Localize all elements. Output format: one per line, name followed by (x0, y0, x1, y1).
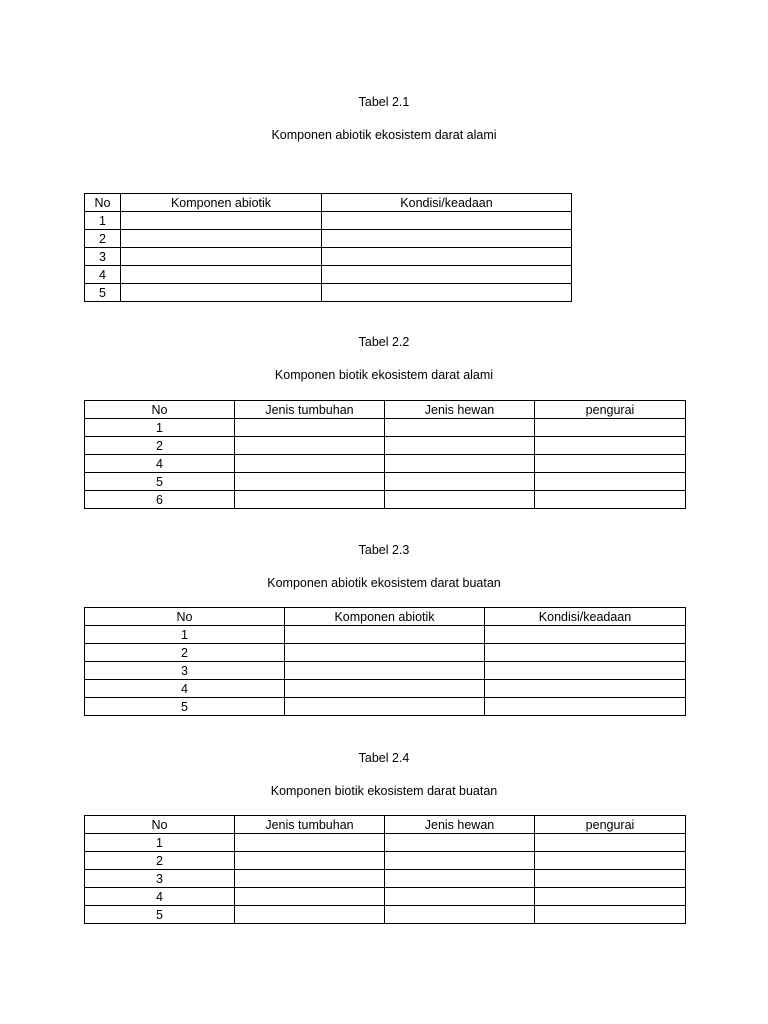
table-row (85, 644, 686, 662)
row-number-cell: 3 (85, 248, 121, 266)
empty-cell (535, 491, 686, 509)
table-2-label: Tabel 2.2 (358, 335, 410, 349)
header-cell-no: No (85, 608, 285, 626)
empty-cell (121, 212, 322, 230)
empty-cell (535, 852, 686, 870)
empty-cell (385, 888, 535, 906)
table-header-row (85, 816, 686, 834)
header-cell-komponen-abiotik: Komponen abiotik (285, 608, 485, 626)
empty-cell (385, 473, 535, 491)
row-number-cell: 2 (85, 644, 285, 662)
empty-cell (535, 834, 686, 852)
empty-cell (121, 248, 322, 266)
empty-cell (322, 284, 572, 302)
table-row (85, 834, 686, 852)
row-number-cell: 4 (85, 680, 285, 698)
empty-cell (235, 888, 385, 906)
row-number-cell: 1 (85, 834, 235, 852)
empty-cell (235, 419, 385, 437)
empty-cell (535, 437, 686, 455)
empty-cell (535, 419, 686, 437)
header-cell-no: No (85, 816, 235, 834)
empty-cell (322, 230, 572, 248)
table-row (85, 212, 572, 230)
header-cell-pengurai: pengurai (535, 816, 686, 834)
table-row (85, 248, 572, 266)
header-cell-jenis-hewan: Jenis hewan (385, 816, 535, 834)
table-row (85, 455, 686, 473)
table-row (85, 662, 686, 680)
empty-cell (285, 662, 485, 680)
empty-cell (235, 870, 385, 888)
header-cell-jenis-tumbuhan: Jenis tumbuhan (235, 816, 385, 834)
table-4-title: Komponen biotik ekosistem darat buatan (270, 784, 498, 798)
header-cell-no: No (85, 194, 121, 212)
header-cell-kondisi: Kondisi/keadaan (485, 608, 686, 626)
empty-cell (121, 230, 322, 248)
table-3-label: Tabel 2.3 (358, 543, 410, 557)
empty-cell (235, 852, 385, 870)
row-number-cell: 2 (85, 852, 235, 870)
row-number-cell: 5 (85, 906, 235, 924)
table-row (85, 284, 572, 302)
header-cell-jenis-hewan: Jenis hewan (385, 401, 535, 419)
header-cell-jenis-tumbuhan: Jenis tumbuhan (235, 401, 385, 419)
table-4 (84, 815, 686, 924)
table-2-title: Komponen biotik ekosistem darat alami (274, 368, 494, 382)
table-1-label: Tabel 2.1 (358, 95, 410, 109)
empty-cell (535, 473, 686, 491)
table-row (85, 419, 686, 437)
empty-cell (385, 870, 535, 888)
empty-cell (385, 419, 535, 437)
empty-cell (535, 455, 686, 473)
empty-cell (121, 266, 322, 284)
table-row (85, 491, 686, 509)
table-header-row (85, 401, 686, 419)
header-cell-no: No (85, 401, 235, 419)
row-number-cell: 3 (85, 870, 235, 888)
row-number-cell: 6 (85, 491, 235, 509)
empty-cell (235, 906, 385, 924)
empty-cell (235, 834, 385, 852)
empty-cell (385, 834, 535, 852)
empty-cell (485, 698, 686, 716)
row-number-cell: 4 (85, 888, 235, 906)
empty-cell (535, 906, 686, 924)
header-cell-pengurai: pengurai (535, 401, 686, 419)
table-row (85, 230, 572, 248)
table-3 (84, 607, 686, 716)
row-number-cell: 4 (85, 455, 235, 473)
empty-cell (385, 906, 535, 924)
empty-cell (385, 437, 535, 455)
empty-cell (285, 626, 485, 644)
empty-cell (385, 852, 535, 870)
empty-cell (535, 870, 686, 888)
header-cell-kondisi: Kondisi/keadaan (322, 194, 572, 212)
empty-cell (235, 437, 385, 455)
table-2 (84, 400, 686, 509)
row-number-cell: 1 (85, 626, 285, 644)
row-number-cell: 4 (85, 266, 121, 284)
row-number-cell: 5 (85, 698, 285, 716)
table-header-row (85, 608, 686, 626)
table-row (85, 906, 686, 924)
row-number-cell: 3 (85, 662, 285, 680)
empty-cell (485, 680, 686, 698)
empty-cell (485, 662, 686, 680)
empty-cell (235, 491, 385, 509)
header-cell-komponen-abiotik: Komponen abiotik (121, 194, 322, 212)
empty-cell (322, 248, 572, 266)
table-row (85, 870, 686, 888)
empty-cell (235, 455, 385, 473)
table-1 (84, 193, 572, 302)
empty-cell (235, 473, 385, 491)
table-4-label: Tabel 2.4 (358, 751, 410, 765)
table-row (85, 852, 686, 870)
table-header-row (85, 194, 572, 212)
empty-cell (322, 212, 572, 230)
empty-cell (385, 491, 535, 509)
table-3-title: Komponen abiotik ekosistem darat buatan (267, 576, 501, 590)
table-row (85, 680, 686, 698)
table-1-title: Komponen abiotik ekosistem darat alami (271, 128, 497, 142)
table-row (85, 437, 686, 455)
row-number-cell: 5 (85, 473, 235, 491)
empty-cell (485, 644, 686, 662)
empty-cell (385, 455, 535, 473)
empty-cell (285, 680, 485, 698)
empty-cell (285, 644, 485, 662)
row-number-cell: 5 (85, 284, 121, 302)
table-row (85, 698, 686, 716)
row-number-cell: 2 (85, 437, 235, 455)
empty-cell (485, 626, 686, 644)
row-number-cell: 2 (85, 230, 121, 248)
empty-cell (121, 284, 322, 302)
row-number-cell: 1 (85, 212, 121, 230)
empty-cell (322, 266, 572, 284)
table-row (85, 473, 686, 491)
empty-cell (285, 698, 485, 716)
empty-cell (535, 888, 686, 906)
table-row (85, 626, 686, 644)
table-row (85, 888, 686, 906)
row-number-cell: 1 (85, 419, 235, 437)
table-row (85, 266, 572, 284)
